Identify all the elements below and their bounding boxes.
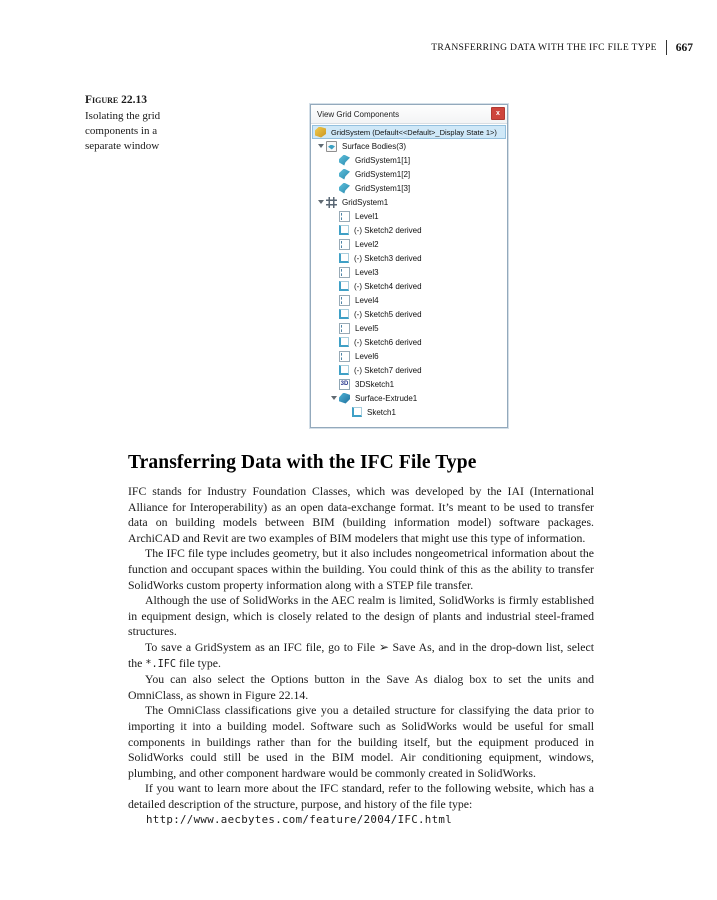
text-segment: The IFC file type includes geometry, but it also includes nongeometrical information about the function and occupant spaces within the building. You could think of this as the ability to transfer SolidWorks custom property information along with a STEP file transfer.	[128, 546, 594, 592]
sketch-icon	[339, 253, 349, 263]
surface-bodies-folder-icon	[326, 141, 337, 152]
feature-tree	[311, 124, 507, 419]
tree-item-surface-bodies-3[interactable]	[311, 139, 507, 153]
tree-item-label: Level2	[355, 239, 379, 249]
tree-item-label: (-) Sketch6 derived	[354, 337, 422, 347]
tree-item-label: (-) Sketch3 derived	[354, 253, 422, 263]
paragraph	[128, 640, 594, 672]
tree-item-label: 3DSketch1	[355, 379, 395, 389]
sketch-icon	[339, 337, 349, 347]
tree-item-label: Level3	[355, 267, 379, 277]
tree-item-gridsystem1-3[interactable]	[311, 181, 507, 195]
tree-item-surface-extrude1[interactable]	[311, 391, 507, 405]
paragraph	[128, 484, 594, 546]
running-header	[431, 40, 693, 55]
tree-item-label: Level5	[355, 323, 379, 333]
figure-label: Figure 22.13	[85, 94, 148, 106]
figure-caption-line: separate window	[85, 140, 160, 152]
body-paragraphs	[128, 484, 594, 812]
window-title: View Grid Components	[317, 109, 400, 119]
text-segment: IFC stands for Industry Foundation Classes, which was developed by the IAI (International Alliance for Interoperability) as an open data-exchange format. It’s meant to be used to transfer data on building models between BIM (building information model) software packages. ArchiCAD and Revit are two examples of BIM modelers that might use this type of information.	[128, 484, 594, 545]
text-segment: You can also select the Options button in the Save As dialog box to set the units and OmniClass, as shown in Figure 22.14.	[128, 672, 594, 702]
tree-item-level5[interactable]	[311, 321, 507, 335]
expand-arrow-icon[interactable]	[316, 200, 326, 204]
close-icon: x	[496, 110, 500, 117]
expand-arrow-icon[interactable]	[329, 396, 339, 400]
running-title: TRANSFERRING DATA WITH THE IFC FILE TYPE	[431, 42, 657, 53]
sketch-icon	[339, 365, 349, 375]
url-text: http://www.aecbytes.com/feature/2004/IFC.html	[146, 813, 453, 827]
paragraph	[128, 703, 594, 781]
section-heading: Transferring Data with the IFC File Type	[128, 452, 477, 473]
view-grid-components-window	[310, 104, 508, 428]
window-titlebar[interactable]	[311, 105, 507, 124]
paragraph	[128, 672, 594, 703]
tree-item-label: GridSystem1[3]	[355, 183, 411, 193]
tree-item-label: (-) Sketch5 derived	[354, 309, 422, 319]
triangle	[318, 200, 324, 204]
sketch-icon	[339, 309, 349, 319]
text-segment: If you want to learn more about the IFC standard, refer to the following website, which has a detailed description of the structure, purpose, and history of the file type:	[128, 781, 594, 811]
tree-item-label: Surface Bodies(3)	[342, 141, 407, 151]
figure-caption-line: Isolating the grid	[85, 110, 161, 122]
tree-item-sketch3-derived[interactable]	[311, 251, 507, 265]
close-button[interactable]	[491, 107, 505, 120]
tree-item-label: (-) Sketch2 derived	[354, 225, 422, 235]
grid-system-icon	[326, 197, 337, 208]
sketch-3d-icon	[339, 379, 350, 390]
assembly-icon	[315, 127, 326, 138]
text-segment: To save a GridSystem as an IFC file, go to File ➢ Save As, and in the drop-down list, select the	[128, 639, 594, 670]
tree-item-sketch2-derived[interactable]	[311, 223, 507, 237]
main-column	[128, 452, 594, 826]
tree-item-sketch1[interactable]	[311, 405, 507, 419]
tree-item-label: GridSystem1[2]	[355, 169, 411, 179]
figure-caption	[85, 94, 195, 154]
figure-caption-line: components in a	[85, 125, 158, 137]
header-divider	[666, 40, 667, 55]
level-plane-icon	[339, 323, 350, 334]
paragraph	[128, 593, 594, 640]
sketch-icon	[352, 407, 362, 417]
level-plane-icon	[339, 239, 350, 250]
triangle	[331, 396, 337, 400]
sketch-icon	[339, 225, 349, 235]
surface-extrude-icon	[339, 393, 350, 404]
paragraph	[128, 546, 594, 593]
tree-item-level6[interactable]	[311, 349, 507, 363]
sketch-icon	[339, 281, 349, 291]
tree-item-label: Surface-Extrude1	[355, 393, 418, 403]
text-segment: Although the use of SolidWorks in the AEC realm is limited, SolidWorks is firmly established in equipment design, which is closely related to the design of plants and industrial steel-framed structures.	[128, 593, 594, 639]
tree-item-label: GridSystem1	[342, 197, 389, 207]
tree-item-gridsystem1-1[interactable]	[311, 153, 507, 167]
page-number: 667	[675, 41, 693, 54]
level-plane-icon	[339, 211, 350, 222]
tree-item-gridsystem-default-default-display-state-1[interactable]	[312, 125, 506, 139]
expand-arrow-icon[interactable]	[316, 144, 326, 148]
text-segment: The OmniClass classifications give you a detailed structure for classifying the data prior to importing it into a building model. Software such as SolidWorks would be useful for small components in buildings rather than for the building itself, but the equipment produced in SolidWorks could still be used in the BIM model. Air conditioning equipment, windows, plumbing, and other component hardware would be commonly created in SolidWorks.	[128, 703, 594, 780]
tree-item-sketch4-derived[interactable]	[311, 279, 507, 293]
tree-item-label: GridSystem (Default<<Default>_Display State 1>)	[331, 127, 497, 137]
tree-item-label: (-) Sketch4 derived	[354, 281, 422, 291]
tree-item-level3[interactable]	[311, 265, 507, 279]
tree-item-sketch7-derived[interactable]	[311, 363, 507, 377]
tree-item-sketch5-derived[interactable]	[311, 307, 507, 321]
paragraph	[128, 781, 594, 812]
triangle	[318, 144, 324, 148]
surface-body-icon	[339, 155, 350, 166]
surface-body-icon	[339, 183, 350, 194]
tree-item-gridsystem1[interactable]	[311, 195, 507, 209]
tree-item-level1[interactable]	[311, 209, 507, 223]
tree-item-sketch6-derived[interactable]	[311, 335, 507, 349]
tree-item-label: Level1	[355, 211, 379, 221]
tree-item-level2[interactable]	[311, 237, 507, 251]
level-plane-icon	[339, 295, 350, 306]
tree-item-label: Level6	[355, 351, 379, 361]
tree-item-label: GridSystem1[1]	[355, 155, 411, 165]
level-plane-icon	[339, 351, 350, 362]
tree-item-3dsketch1[interactable]	[311, 377, 507, 391]
level-plane-icon	[339, 267, 350, 278]
text-segment: file type.	[176, 655, 221, 670]
tree-item-level4[interactable]	[311, 293, 507, 307]
inline-code: *.IFC	[145, 658, 177, 670]
tree-item-gridsystem1-2[interactable]	[311, 167, 507, 181]
tree-item-label: Level4	[355, 295, 379, 305]
tree-item-label: (-) Sketch7 derived	[354, 365, 422, 375]
tree-item-label: Sketch1	[367, 407, 396, 417]
surface-body-icon	[339, 169, 350, 180]
